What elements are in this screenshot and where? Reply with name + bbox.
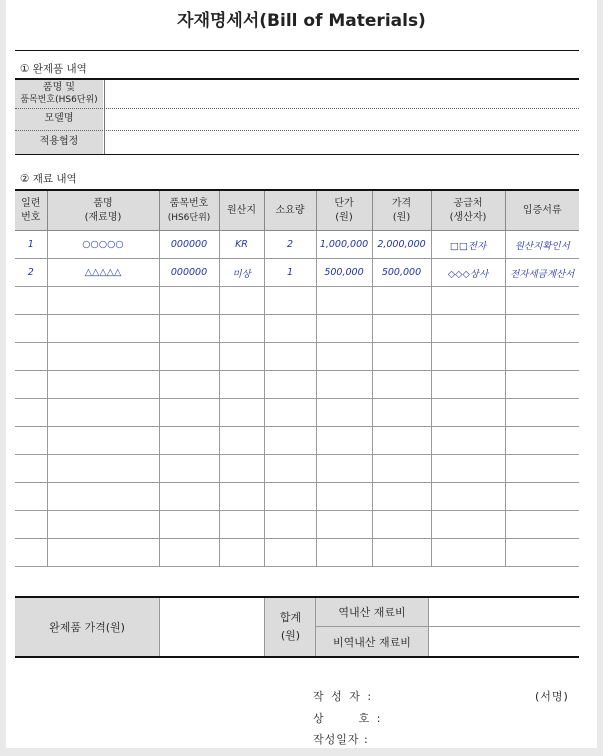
company-label: 상 호 : xyxy=(313,712,383,725)
table-row xyxy=(15,315,579,343)
product-price-value xyxy=(159,598,264,656)
cell-material-name xyxy=(47,539,159,567)
cell-material-name xyxy=(47,371,159,399)
total-label-cell xyxy=(264,598,316,656)
cell-supplier xyxy=(431,539,505,567)
cell-hs-code xyxy=(159,399,219,427)
cell-origin: 미상 xyxy=(219,259,264,287)
cell-serial xyxy=(15,315,47,343)
materials-body xyxy=(15,231,579,567)
cell-supplier xyxy=(431,371,505,399)
header-price: 가격 (원) xyxy=(372,190,431,231)
cell-supplier xyxy=(431,455,505,483)
cell-material-name xyxy=(47,343,159,371)
cell-unit-price xyxy=(316,399,372,427)
cell-material-name xyxy=(47,287,159,315)
domestic-cost-label: 역내산 재료비 xyxy=(315,598,428,627)
cell-supplier xyxy=(431,511,505,539)
cell-supplier: □□전자 xyxy=(431,231,505,259)
cell-quantity xyxy=(264,539,316,567)
cell-hs-code xyxy=(159,287,219,315)
nondomestic-cost-label: 비역내산 재료비 xyxy=(315,627,428,656)
cell-evidence xyxy=(505,483,579,511)
cell-unit-price xyxy=(316,483,372,511)
section1-label: ① 완제품 내역 xyxy=(20,63,87,75)
cell-material-name xyxy=(47,427,159,455)
nondomestic-cost-value xyxy=(428,627,580,656)
cell-evidence xyxy=(505,343,579,371)
cell-quantity xyxy=(264,399,316,427)
cell-evidence xyxy=(505,371,579,399)
cell-evidence xyxy=(505,399,579,427)
table-row xyxy=(15,427,579,455)
cell-unit-price: 500,000 xyxy=(316,259,372,287)
cell-quantity xyxy=(264,511,316,539)
cell-quantity xyxy=(264,371,316,399)
cell-material-name xyxy=(47,315,159,343)
header-evidence: 입증서류 xyxy=(505,190,579,231)
cell-quantity: 1 xyxy=(264,259,316,287)
cell-evidence xyxy=(505,315,579,343)
cell-unit-price xyxy=(316,539,372,567)
header-hs-code: 품목번호 (HS6단위) xyxy=(159,190,219,231)
header-material-name: 품명 (재료명) xyxy=(47,190,159,231)
total-label: 합계 xyxy=(279,611,302,624)
cell-quantity xyxy=(264,455,316,483)
cell-evidence xyxy=(505,427,579,455)
cell-unit-price xyxy=(316,287,372,315)
cell-serial xyxy=(15,483,47,511)
table-row xyxy=(15,287,579,315)
cell-price xyxy=(372,455,431,483)
header-quantity: 소요량 xyxy=(264,190,316,231)
table-row xyxy=(15,399,579,427)
product-name-label-line2: 품목번호(HS6단위) xyxy=(20,95,98,105)
cell-unit-price: 1,000,000 xyxy=(316,231,372,259)
table-row xyxy=(15,539,579,567)
cell-price xyxy=(372,399,431,427)
cell-serial xyxy=(15,287,47,315)
cell-evidence: 전자세금계산서 xyxy=(505,259,579,287)
table-row xyxy=(15,483,579,511)
cell-evidence xyxy=(505,455,579,483)
cell-origin xyxy=(219,455,264,483)
header-origin: 원산지 xyxy=(219,190,264,231)
cell-hs-code xyxy=(159,371,219,399)
cell-supplier xyxy=(431,399,505,427)
cell-supplier xyxy=(431,287,505,315)
cell-serial xyxy=(15,343,47,371)
cell-price xyxy=(372,343,431,371)
agreement-label: 적용협정 xyxy=(39,136,79,147)
cell-evidence xyxy=(505,287,579,315)
table-row xyxy=(15,259,579,287)
cell-evidence xyxy=(505,539,579,567)
product-price-label: 완제품 가격(원) xyxy=(15,598,159,656)
table-row xyxy=(15,455,579,483)
cell-origin xyxy=(219,315,264,343)
date-label: 작성일자 : xyxy=(313,733,369,746)
cell-supplier xyxy=(431,343,505,371)
table-row xyxy=(15,231,579,259)
domestic-cost-value xyxy=(428,598,580,627)
cell-supplier xyxy=(431,483,505,511)
cell-price xyxy=(372,511,431,539)
cell-material-name xyxy=(47,483,159,511)
cell-unit-price xyxy=(316,343,372,371)
cell-price xyxy=(372,371,431,399)
row-divider xyxy=(15,108,579,109)
cell-hs-code xyxy=(159,343,219,371)
cell-material-name: △△△△△ xyxy=(47,259,159,287)
cell-origin: KR xyxy=(219,231,264,259)
sign-label: (서명) xyxy=(535,690,569,703)
form-title: 자재명세서(Bill of Materials) xyxy=(177,11,426,31)
cell-supplier xyxy=(431,427,505,455)
cell-hs-code: 000000 xyxy=(159,259,219,287)
cell-quantity xyxy=(264,427,316,455)
cell-unit-price xyxy=(316,315,372,343)
title-divider xyxy=(15,50,579,51)
cell-supplier xyxy=(431,315,505,343)
cell-serial xyxy=(15,455,47,483)
cell-serial: 2 xyxy=(15,259,47,287)
cell-quantity xyxy=(264,287,316,315)
header-serial: 일련 번호 xyxy=(15,190,47,231)
cell-supplier: ◇◇◇상사 xyxy=(431,259,505,287)
cell-serial xyxy=(15,539,47,567)
cell-hs-code xyxy=(159,539,219,567)
cell-origin xyxy=(219,343,264,371)
product-name-label-line1: 품명 및 xyxy=(42,82,76,93)
cell-material-name xyxy=(47,399,159,427)
cell-quantity xyxy=(264,343,316,371)
cell-price xyxy=(372,483,431,511)
cell-hs-code xyxy=(159,483,219,511)
cell-material-name xyxy=(47,455,159,483)
header-unit-price: 단가 (원) xyxy=(316,190,372,231)
model-name-label: 모델명 xyxy=(44,113,74,124)
total-unit: (원) xyxy=(280,629,301,642)
cell-evidence xyxy=(505,511,579,539)
cell-price: 500,000 xyxy=(372,259,431,287)
summary-section xyxy=(15,596,579,658)
row-divider xyxy=(15,130,579,131)
table-row xyxy=(15,371,579,399)
cell-quantity xyxy=(264,483,316,511)
cell-serial xyxy=(15,427,47,455)
cell-material-name xyxy=(47,511,159,539)
cell-origin xyxy=(219,371,264,399)
cell-price xyxy=(372,287,431,315)
cell-hs-code xyxy=(159,315,219,343)
author-label: 작 성 자 : xyxy=(313,690,374,703)
header-supplier: 공급처 (생산자) xyxy=(431,190,505,231)
cell-hs-code xyxy=(159,511,219,539)
cell-serial xyxy=(15,371,47,399)
section1-bottom-rule xyxy=(15,154,579,155)
materials-table xyxy=(15,189,579,567)
section2-label: ② 재료 내역 xyxy=(20,173,77,185)
cell-origin xyxy=(219,511,264,539)
cell-hs-code xyxy=(159,427,219,455)
table-row xyxy=(15,343,579,371)
cell-price xyxy=(372,539,431,567)
cell-origin xyxy=(219,539,264,567)
cell-origin xyxy=(219,427,264,455)
cell-evidence: 원산지확인서 xyxy=(505,231,579,259)
cell-origin xyxy=(219,287,264,315)
cell-hs-code: 000000 xyxy=(159,231,219,259)
cell-hs-code xyxy=(159,455,219,483)
cell-unit-price xyxy=(316,371,372,399)
cell-unit-price xyxy=(316,511,372,539)
table-header-row xyxy=(15,190,579,231)
cell-serial xyxy=(15,399,47,427)
cell-quantity xyxy=(264,315,316,343)
cell-quantity: 2 xyxy=(264,231,316,259)
cell-unit-price xyxy=(316,427,372,455)
cell-price xyxy=(372,315,431,343)
cell-serial xyxy=(15,511,47,539)
section1-column-divider xyxy=(104,80,105,154)
cell-serial: 1 xyxy=(15,231,47,259)
cell-unit-price xyxy=(316,455,372,483)
cell-material-name: ○○○○○ xyxy=(47,231,159,259)
cell-price: 2,000,000 xyxy=(372,231,431,259)
table-row xyxy=(15,511,579,539)
cell-origin xyxy=(219,399,264,427)
cell-origin xyxy=(219,483,264,511)
bom-form xyxy=(6,0,597,748)
cell-price xyxy=(372,427,431,455)
